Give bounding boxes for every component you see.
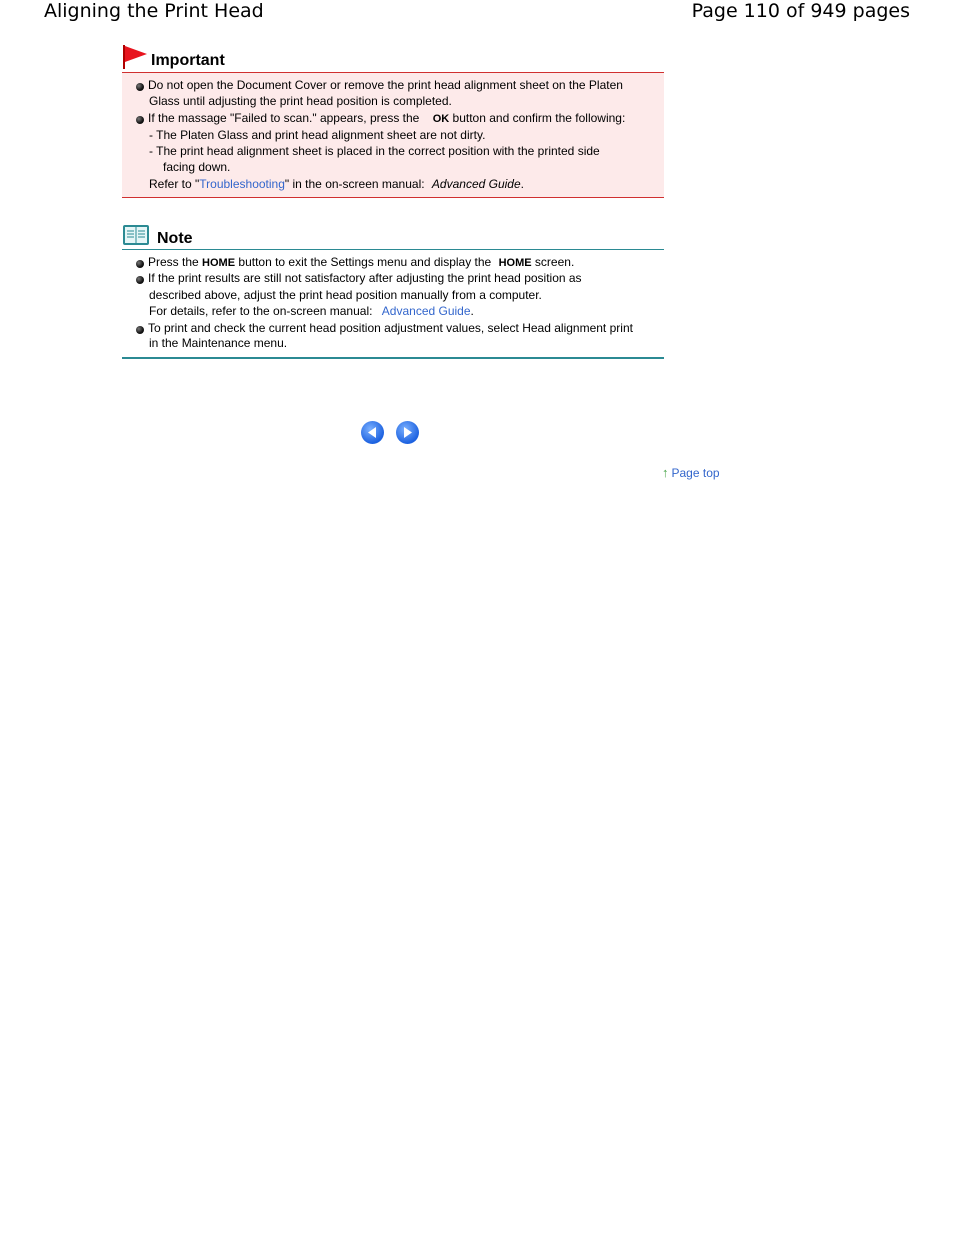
important-item-2-text: If the massage "Failed to scan." appears, press the: [148, 111, 420, 125]
bullet-icon: [136, 83, 144, 91]
note-item-1-text: Press the: [148, 255, 199, 269]
home-button-label: HOME: [498, 257, 532, 269]
important-box: [122, 72, 664, 198]
note-item-2-line-3: [149, 303, 474, 319]
next-page-button[interactable]: [396, 421, 419, 444]
bullet-icon: [136, 326, 144, 334]
page-number: Page 110 of 949 pages: [691, 0, 910, 22]
note-item-3-line-1: To print and check the current head position adjustment values, select Head alignment print: [148, 321, 633, 335]
bullet-icon: [136, 116, 144, 124]
home-button-label: HOME: [202, 257, 236, 269]
arrow-right-circle-icon: [396, 421, 419, 444]
important-item-1-line-2: Glass until adjusting the print head position is completed.: [149, 94, 452, 108]
note-header: [122, 222, 664, 249]
important-header: [122, 44, 664, 72]
note-item-1-text-mid: button to exit the Settings menu and display the: [238, 255, 492, 269]
important-item-1-line-1: Do not open the Document Cover or remove the print head alignment sheet on the Platen: [148, 78, 623, 92]
important-title: Important: [151, 52, 225, 69]
arrow-left-circle-icon: [361, 421, 384, 444]
refer-text: Refer to ": [149, 177, 200, 191]
note-item-2-line-1: If the print results are still not satisfactory after adjusting the print head position as: [148, 271, 582, 285]
note-item-1: [148, 254, 574, 271]
page-top-label: Page top: [671, 466, 720, 480]
flag-icon: [122, 44, 148, 70]
important-item-2: [148, 110, 625, 127]
ok-button-label: OK: [432, 113, 450, 125]
refer-end: .: [520, 177, 524, 191]
note-details-text: For details, refer to the on-screen manual:: [149, 304, 373, 318]
important-sub-1: - The Platen Glass and print head alignment sheet are not dirty.: [149, 128, 486, 142]
important-item-2-text-end: button and confirm the following:: [452, 111, 626, 125]
note-title: Note: [157, 230, 193, 247]
important-refer: [149, 176, 524, 192]
note-box: [122, 249, 664, 359]
note-item-2-line-2: described above, adjust the print head position manually from a computer.: [149, 288, 542, 302]
arrow-up-icon: ↑: [662, 465, 669, 480]
note-item-1-text-end: screen.: [534, 255, 575, 269]
page-title: Aligning the Print Head: [44, 0, 264, 22]
bullet-icon: [136, 260, 144, 268]
important-sub-2-line-1: - The print head alignment sheet is placed in the correct position with the printed side: [149, 144, 600, 158]
page-top-link[interactable]: [662, 465, 720, 480]
previous-page-button[interactable]: [361, 421, 384, 444]
book-icon: [122, 224, 150, 246]
important-sub-2-line-2: facing down.: [163, 160, 231, 174]
advanced-guide-link[interactable]: Advanced Guide: [381, 304, 471, 318]
note-details-end: .: [470, 304, 474, 318]
note-item-3-line-2: in the Maintenance menu.: [149, 336, 288, 350]
bullet-icon: [136, 276, 144, 284]
troubleshooting-link[interactable]: Troubleshooting: [199, 177, 285, 191]
advanced-guide-label: Advanced Guide: [431, 177, 521, 191]
refer-text-mid: " in the on-screen manual:: [284, 177, 425, 191]
